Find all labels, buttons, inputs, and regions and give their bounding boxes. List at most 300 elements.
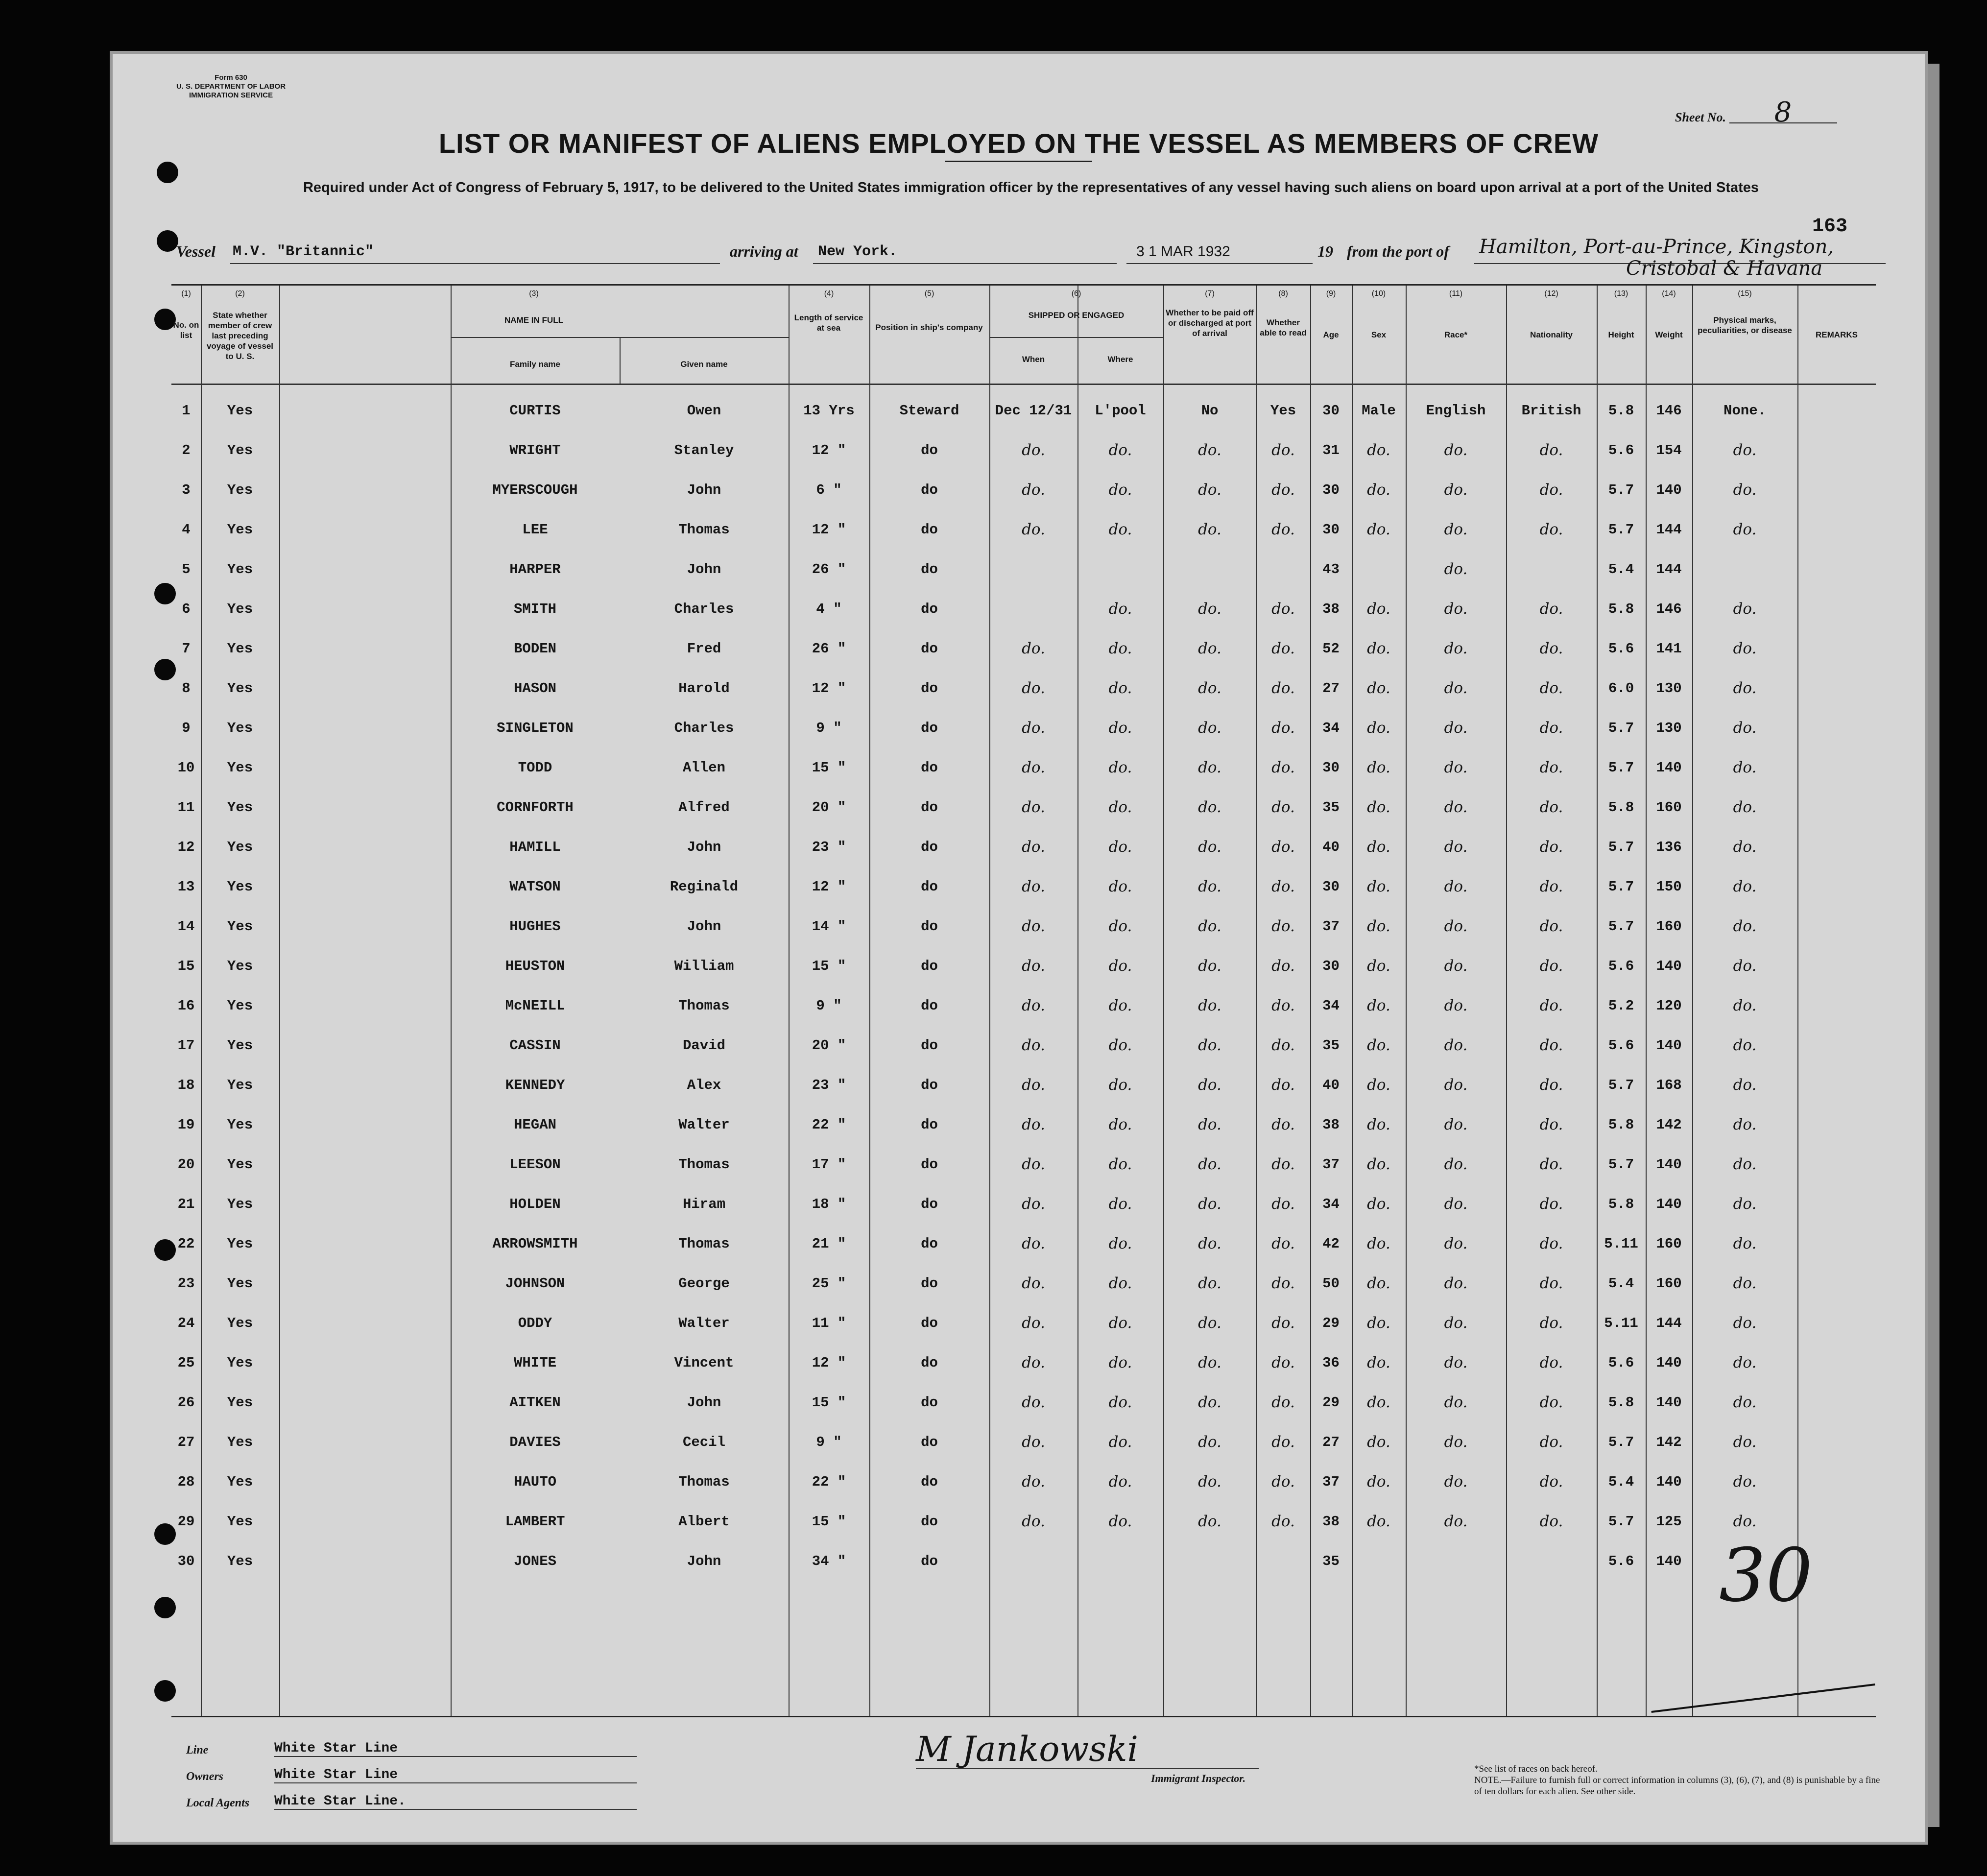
cell-read: do. — [1271, 1394, 1295, 1411]
cell-service: 9 " — [816, 1434, 842, 1450]
cell-paid: do. — [1198, 957, 1221, 975]
cell-when: do. — [1022, 1235, 1045, 1252]
cell-no: 15 — [177, 958, 195, 974]
cell-nationality — [1506, 1541, 1597, 1581]
cell-service: 14 " — [812, 918, 846, 935]
col-number: (5) — [924, 289, 934, 298]
cell-when: do. — [1022, 1433, 1045, 1451]
cell-age: 27 — [1322, 680, 1340, 697]
cell-given: Walter — [678, 1117, 730, 1133]
cell-weight: 136 — [1656, 839, 1682, 855]
signature-line — [916, 1768, 1259, 1769]
cell-family: HEUSTON — [505, 958, 565, 974]
cell-family: HAMILL — [509, 839, 561, 855]
cell-sex: do. — [1367, 640, 1390, 657]
cell-service: 15 " — [812, 1514, 846, 1530]
cell-sex: do. — [1367, 997, 1390, 1014]
cell-read: do. — [1271, 719, 1295, 737]
arrival-date: 3 1 MAR 1932 — [1136, 243, 1230, 260]
cell-race: do. — [1444, 1354, 1468, 1371]
header-member-of-crew: State whether member of crew last preceding voyage of vessel to U. S. — [206, 311, 274, 361]
cell-crew: Yes — [227, 720, 253, 736]
table-row — [171, 1065, 1876, 1105]
page-subtitle: Required under Act of Congress of February 5, 1917, to be delivered to the United States immigration officer by the representatives of any vessel having such aliens on board upon arrival at a port of the United States — [303, 180, 1759, 195]
cell-when: do. — [1022, 1314, 1045, 1332]
cell-race: do. — [1444, 441, 1468, 459]
cell-marks: do. — [1733, 1116, 1757, 1133]
footnote-races: *See list of races on back hereof. — [1474, 1764, 1598, 1774]
cell-read: do. — [1271, 838, 1295, 856]
table-row — [171, 1145, 1876, 1184]
cell-when: do. — [1022, 1116, 1045, 1133]
cell-weight: 140 — [1656, 1196, 1682, 1212]
cell-nationality: do. — [1539, 1473, 1563, 1491]
cell-position: do — [921, 1395, 938, 1411]
cell-position: do — [921, 1315, 938, 1331]
cell-service: 26 " — [812, 561, 846, 577]
cell-given: Fred — [687, 641, 721, 657]
cell-no: 7 — [182, 641, 191, 657]
cell-position: do — [921, 720, 938, 736]
cell-weight: 140 — [1656, 1474, 1682, 1490]
cell-no: 24 — [177, 1315, 195, 1331]
cell-sex: do. — [1367, 600, 1390, 618]
cell-family: KENNEDY — [505, 1077, 565, 1093]
cell-nationality: do. — [1539, 600, 1563, 618]
cell-crew: Yes — [227, 918, 253, 935]
cell-race: do. — [1444, 917, 1468, 935]
cell-weight: 130 — [1656, 720, 1682, 736]
cell-service: 23 " — [812, 1077, 846, 1093]
cell-position: do — [921, 839, 938, 855]
cell-race: do. — [1444, 878, 1468, 895]
table-row — [171, 1422, 1876, 1462]
cell-position: do — [921, 1553, 938, 1569]
cell-crew: Yes — [227, 442, 253, 458]
cell-crew: Yes — [227, 561, 253, 577]
cell-age: 42 — [1322, 1236, 1340, 1252]
cell-age: 43 — [1322, 561, 1340, 577]
cell-given: Cecil — [682, 1434, 725, 1450]
cell-weight: 140 — [1656, 1553, 1682, 1569]
cell-race: do. — [1444, 640, 1468, 657]
cell-crew: Yes — [227, 1355, 253, 1371]
cell-service: 13 Yrs — [803, 403, 855, 419]
cell-when: do. — [1022, 838, 1045, 856]
cell-family: WHITE — [513, 1355, 556, 1371]
table-row — [171, 431, 1876, 470]
cell-height: 5.6 — [1608, 1553, 1634, 1569]
cell-no: 26 — [177, 1395, 195, 1411]
cell-where: do. — [1108, 838, 1132, 856]
cell-age: 37 — [1322, 1156, 1340, 1173]
cell-crew: Yes — [227, 601, 253, 617]
cell-marks: do. — [1733, 679, 1757, 697]
cell-nationality: British — [1521, 403, 1581, 419]
crew-table — [171, 284, 1876, 1717]
arriving-label: arriving at — [730, 242, 798, 260]
cell-paid: do. — [1198, 759, 1221, 776]
table-row — [171, 629, 1876, 669]
cell-where: do. — [1108, 1036, 1132, 1054]
cell-crew: Yes — [227, 1236, 253, 1252]
cell-service: 25 " — [812, 1275, 846, 1292]
cell-race: do. — [1444, 759, 1468, 776]
cell-crew: Yes — [227, 1077, 253, 1093]
cell-given: John — [687, 1395, 721, 1411]
cell-nationality: do. — [1539, 878, 1563, 895]
cell-when — [989, 589, 1077, 629]
table-row — [171, 1462, 1876, 1502]
cell-no: 2 — [182, 442, 191, 458]
cell-race: do. — [1444, 719, 1468, 737]
cell-no: 6 — [182, 601, 191, 617]
cell-read: do. — [1271, 1116, 1295, 1133]
cell-where: L'pool — [1095, 403, 1146, 419]
cell-weight: 140 — [1656, 760, 1682, 776]
cell-where: do. — [1108, 679, 1132, 697]
table-row — [171, 1026, 1876, 1065]
cell-weight: 120 — [1656, 998, 1682, 1014]
cell-position: do — [921, 641, 938, 657]
cell-family: HARPER — [509, 561, 561, 577]
cell-sex: do. — [1367, 1433, 1390, 1451]
table-row — [171, 1383, 1876, 1422]
cell-nationality: do. — [1539, 441, 1563, 459]
cell-paid: do. — [1198, 640, 1221, 657]
cell-when: do. — [1022, 1513, 1045, 1530]
handwritten-total: 30 — [1719, 1533, 1813, 1618]
cell-marks: do. — [1733, 481, 1757, 499]
cell-weight: 141 — [1656, 641, 1682, 657]
cell-no: 19 — [177, 1117, 195, 1133]
header-nationality: Nationality — [1530, 330, 1573, 339]
cell-age: 30 — [1322, 403, 1340, 419]
cell-crew: Yes — [227, 1553, 253, 1569]
cell-position: do — [921, 918, 938, 935]
cell-given: Thomas — [678, 1236, 730, 1252]
footer-line-value: White Star Line — [274, 1741, 637, 1757]
cell-crew: Yes — [227, 839, 253, 855]
footer-owners-value: White Star Line — [274, 1767, 637, 1783]
cell-when: do. — [1022, 1473, 1045, 1491]
cell-given: Thomas — [678, 1474, 730, 1490]
footer-agents-label: Local Agents — [186, 1797, 250, 1809]
cell-marks: do. — [1733, 1036, 1757, 1054]
col-number: (10) — [1371, 289, 1386, 298]
cell-given: Alex — [687, 1077, 721, 1093]
cell-age: 29 — [1322, 1395, 1340, 1411]
cell-paid: do. — [1198, 1394, 1221, 1411]
cell-crew: Yes — [227, 1275, 253, 1292]
cell-family: CURTIS — [509, 403, 561, 419]
table-row — [171, 827, 1876, 867]
cell-sex: do. — [1367, 1076, 1390, 1094]
cell-race: do. — [1444, 957, 1468, 975]
table-row — [171, 708, 1876, 748]
cell-no: 11 — [177, 799, 195, 816]
sheet-stamp-number: 163 — [1812, 216, 1848, 238]
cell-height: 5.11 — [1604, 1315, 1638, 1331]
sheet-number — [1675, 96, 1837, 128]
cell-sex — [1352, 1541, 1406, 1581]
cell-position: do — [921, 601, 938, 617]
cell-weight: 130 — [1656, 680, 1682, 697]
cell-read: do. — [1271, 957, 1295, 975]
cell-position: do — [921, 1355, 938, 1371]
cell-age: 35 — [1322, 799, 1340, 816]
cell-where: do. — [1108, 719, 1132, 737]
cell-age: 30 — [1322, 879, 1340, 895]
cell-given: William — [674, 958, 734, 974]
cell-position: do — [921, 1514, 938, 1530]
cell-race: do. — [1444, 997, 1468, 1014]
cell-height: 5.8 — [1608, 1196, 1634, 1212]
cell-marks: do. — [1733, 441, 1757, 459]
cell-family: HAUTO — [513, 1474, 556, 1490]
cell-when: do. — [1022, 481, 1045, 499]
cell-given: Charles — [674, 720, 734, 736]
cell-marks: do. — [1733, 1473, 1757, 1491]
cell-nationality: do. — [1539, 521, 1563, 538]
cell-weight: 142 — [1656, 1434, 1682, 1450]
cell-read: do. — [1271, 521, 1295, 538]
header-paid-off: Whether to be paid off or discharged at port of arrival — [1166, 308, 1254, 338]
cell-race: do. — [1444, 560, 1468, 578]
cell-where: do. — [1108, 917, 1132, 935]
table-row — [171, 589, 1876, 629]
header-remarks: REMARKS — [1816, 330, 1858, 339]
cell-weight: 146 — [1656, 403, 1682, 419]
cell-family: WRIGHT — [509, 442, 561, 458]
table-row — [171, 1264, 1876, 1303]
cell-marks: do. — [1733, 1155, 1757, 1173]
header-age: Age — [1323, 330, 1339, 339]
col-number: (15) — [1738, 289, 1752, 298]
cell-marks: do. — [1733, 1513, 1757, 1530]
cell-nationality: do. — [1539, 838, 1563, 856]
cell-where: do. — [1108, 798, 1132, 816]
col-number: (9) — [1326, 289, 1336, 298]
cell-service: 21 " — [812, 1236, 846, 1252]
cell-service: 15 " — [812, 760, 846, 776]
cell-paid: do. — [1198, 481, 1221, 499]
cell-sex: do. — [1367, 1235, 1390, 1252]
cell-position: do — [921, 1156, 938, 1173]
cell-given: John — [687, 1553, 721, 1569]
cell-crew: Yes — [227, 799, 253, 816]
col-number: (3) — [529, 289, 539, 298]
cell-age: 38 — [1322, 1514, 1340, 1530]
cell-when — [989, 550, 1077, 589]
cell-age: 27 — [1322, 1434, 1340, 1450]
col-number: (1) — [181, 289, 191, 298]
cell-weight: 140 — [1656, 1037, 1682, 1054]
vessel-name: M.V. "Britannic" — [233, 243, 374, 260]
cell-paid: do. — [1198, 1314, 1221, 1332]
cell-nationality: do. — [1539, 1275, 1563, 1292]
cell-when: do. — [1022, 1394, 1045, 1411]
cell-position: do — [921, 1196, 938, 1212]
cell-service: 6 " — [816, 482, 842, 498]
cell-weight: 160 — [1656, 1275, 1682, 1292]
cell-given: David — [682, 1037, 725, 1054]
cell-weight: 140 — [1656, 1156, 1682, 1173]
cell-where: do. — [1108, 481, 1132, 499]
cell-sex: do. — [1367, 1354, 1390, 1371]
cell-sex: do. — [1367, 521, 1390, 538]
cell-family: HASON — [513, 680, 556, 697]
col-number: (12) — [1544, 289, 1558, 298]
cell-given: Reginald — [670, 879, 739, 895]
cell-read: do. — [1271, 1155, 1295, 1173]
cell-no: 10 — [177, 760, 195, 776]
cell-no: 4 — [182, 522, 191, 538]
cell-sex: do. — [1367, 441, 1390, 459]
table-row — [171, 470, 1876, 510]
table-row — [171, 550, 1876, 589]
sheet-number-label: Sheet No. — [1675, 110, 1726, 124]
cell-family: CASSIN — [509, 1037, 561, 1054]
inspector-signature: M Jankowski — [916, 1729, 1139, 1769]
cell-race — [1406, 1541, 1506, 1581]
header-family-name: Family name — [510, 360, 560, 369]
cell-where: do. — [1108, 441, 1132, 459]
cell-marks: do. — [1733, 1433, 1757, 1451]
form-identifier — [176, 73, 286, 100]
cell-service: 17 " — [812, 1156, 846, 1173]
cell-height: 5.4 — [1608, 1275, 1634, 1292]
cell-nationality: do. — [1539, 1076, 1563, 1094]
cell-marks: do. — [1733, 997, 1757, 1014]
cell-no: 22 — [177, 1236, 195, 1252]
cell-age: 37 — [1322, 918, 1340, 935]
cell-nationality: do. — [1539, 1116, 1563, 1133]
cell-age: 31 — [1322, 442, 1340, 458]
cell-paid: do. — [1198, 917, 1221, 935]
cell-service: 18 " — [812, 1196, 846, 1212]
header-length-of-service: Length of service at sea — [794, 313, 863, 333]
cell-height: 5.8 — [1608, 403, 1634, 419]
cell-height: 5.6 — [1608, 641, 1634, 657]
cell-read: do. — [1271, 878, 1295, 895]
cell-marks: do. — [1733, 1195, 1757, 1213]
cell-read — [1256, 550, 1310, 589]
cell-paid: do. — [1198, 1116, 1221, 1133]
cell-given: John — [687, 918, 721, 935]
cell-height: 5.7 — [1608, 522, 1634, 538]
header-sex: Sex — [1371, 330, 1387, 339]
cell-read: do. — [1271, 1513, 1295, 1530]
cell-age: 52 — [1322, 641, 1340, 657]
cell-race: do. — [1444, 798, 1468, 816]
cell-nationality: do. — [1539, 640, 1563, 657]
cell-given: Thomas — [678, 522, 730, 538]
cell-sex: do. — [1367, 798, 1390, 816]
cell-no: 21 — [177, 1196, 195, 1212]
cell-read: do. — [1271, 1314, 1295, 1332]
cell-paid: do. — [1198, 878, 1221, 895]
cell-age: 30 — [1322, 760, 1340, 776]
cell-when: do. — [1022, 521, 1045, 538]
cell-no: 27 — [177, 1434, 195, 1450]
cell-race: do. — [1444, 1036, 1468, 1054]
cell-family: AITKEN — [509, 1395, 561, 1411]
cell-family: CORNFORTH — [497, 799, 574, 816]
cell-where: do. — [1108, 1155, 1132, 1173]
cell-given: Thomas — [678, 1156, 730, 1173]
col-number: (6) — [1071, 289, 1081, 298]
cell-when: do. — [1022, 759, 1045, 776]
cell-position: do — [921, 1434, 938, 1450]
cell-given: Alfred — [678, 799, 730, 816]
cell-when: do. — [1022, 719, 1045, 737]
table-row — [171, 669, 1876, 708]
cell-weight: 154 — [1656, 442, 1682, 458]
cell-read: do. — [1271, 1076, 1295, 1094]
manifest-sheet — [113, 54, 1925, 1842]
header-shipped-or-engaged: SHIPPED OR ENGAGED — [1028, 311, 1125, 320]
cell-given: John — [687, 482, 721, 498]
cell-given: Vincent — [674, 1355, 734, 1371]
cell-position: do — [921, 1236, 938, 1252]
cell-given: Albert — [678, 1514, 730, 1530]
cell-service: 9 " — [816, 998, 842, 1014]
header-physical-marks: Physical marks, peculiarities, or disease — [1698, 315, 1792, 335]
cell-family: JONES — [513, 1553, 556, 1569]
cell-service: 26 " — [812, 641, 846, 657]
table-row — [171, 748, 1876, 788]
cell-sex: do. — [1367, 1116, 1390, 1133]
col-number: (7) — [1205, 289, 1215, 298]
header-name-in-full: NAME IN FULL — [504, 315, 563, 325]
cell-where: do. — [1108, 1076, 1132, 1094]
footnote — [1474, 1763, 1886, 1797]
cell-nationality: do. — [1539, 1155, 1563, 1173]
cell-read — [1256, 1541, 1310, 1581]
header-able-to-read: Whether able to read — [1260, 318, 1307, 337]
cell-no: 28 — [177, 1474, 195, 1490]
cell-paid: do. — [1198, 600, 1221, 618]
cell-position: do — [921, 958, 938, 974]
header-where: Where — [1107, 355, 1133, 364]
cell-height: 5.7 — [1608, 1077, 1634, 1093]
cell-race: do. — [1444, 1275, 1468, 1292]
table-row — [171, 1184, 1876, 1224]
cell-marks: do. — [1733, 1314, 1757, 1332]
table-row — [171, 1105, 1876, 1145]
cell-sex — [1352, 550, 1406, 589]
cell-read: do. — [1271, 1354, 1295, 1371]
cell-when: do. — [1022, 1354, 1045, 1371]
cell-position: do — [921, 442, 938, 458]
cell-crew: Yes — [227, 482, 253, 498]
table-row — [171, 946, 1876, 986]
cell-race: do. — [1444, 838, 1468, 856]
binder-hole — [157, 162, 178, 183]
vessel-label: Vessel — [176, 242, 215, 260]
cell-crew: Yes — [227, 680, 253, 697]
cell-read: do. — [1271, 997, 1295, 1014]
cell-position: do — [921, 680, 938, 697]
cell-height: 5.4 — [1608, 1474, 1634, 1490]
cell-sex: do. — [1367, 759, 1390, 776]
cell-given: John — [687, 839, 721, 855]
cell-race: do. — [1444, 481, 1468, 499]
table-row — [171, 1541, 1876, 1581]
cell-height: 5.4 — [1608, 561, 1634, 577]
cell-age: 38 — [1322, 1117, 1340, 1133]
